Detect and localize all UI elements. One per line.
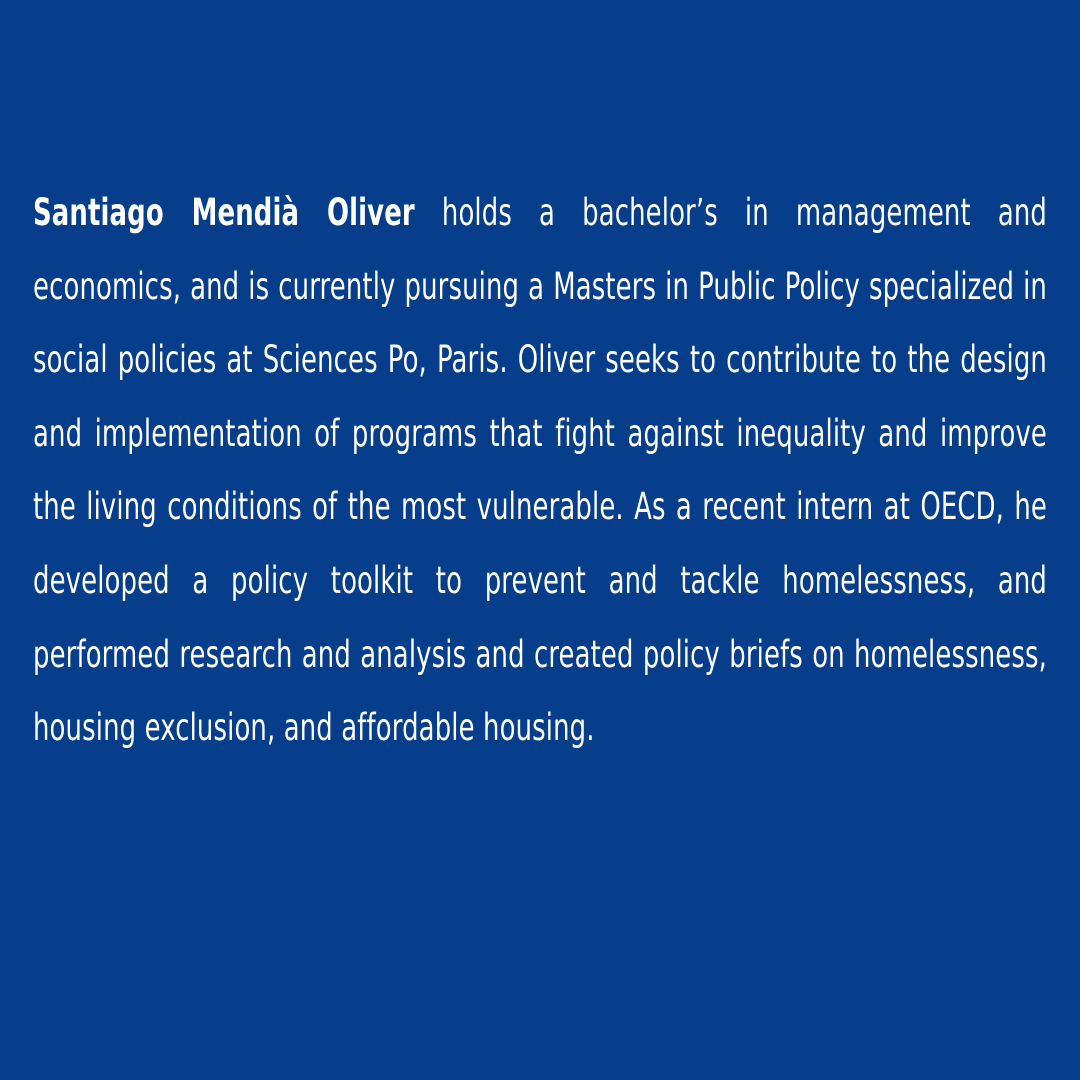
person-name: Santiago Mendià Oliver — [33, 191, 415, 234]
bio-text: holds a bachelor’s in management and economics, and is currently pursuing a Masters in Public Policy specialized in social policies at Sciences Po, Paris. Oliver seeks to contribute to the design and implementation of programs that fight against inequality and improve the living conditions of the most vulnerable. As a recent intern at OECD, he developed a policy toolkit to prevent and tackle homelessness, and performed research and analysis and created policy briefs on homelessness, housing exclusion, and affordable housing. — [33, 191, 1047, 750]
bio-paragraph — [33, 176, 1047, 765]
